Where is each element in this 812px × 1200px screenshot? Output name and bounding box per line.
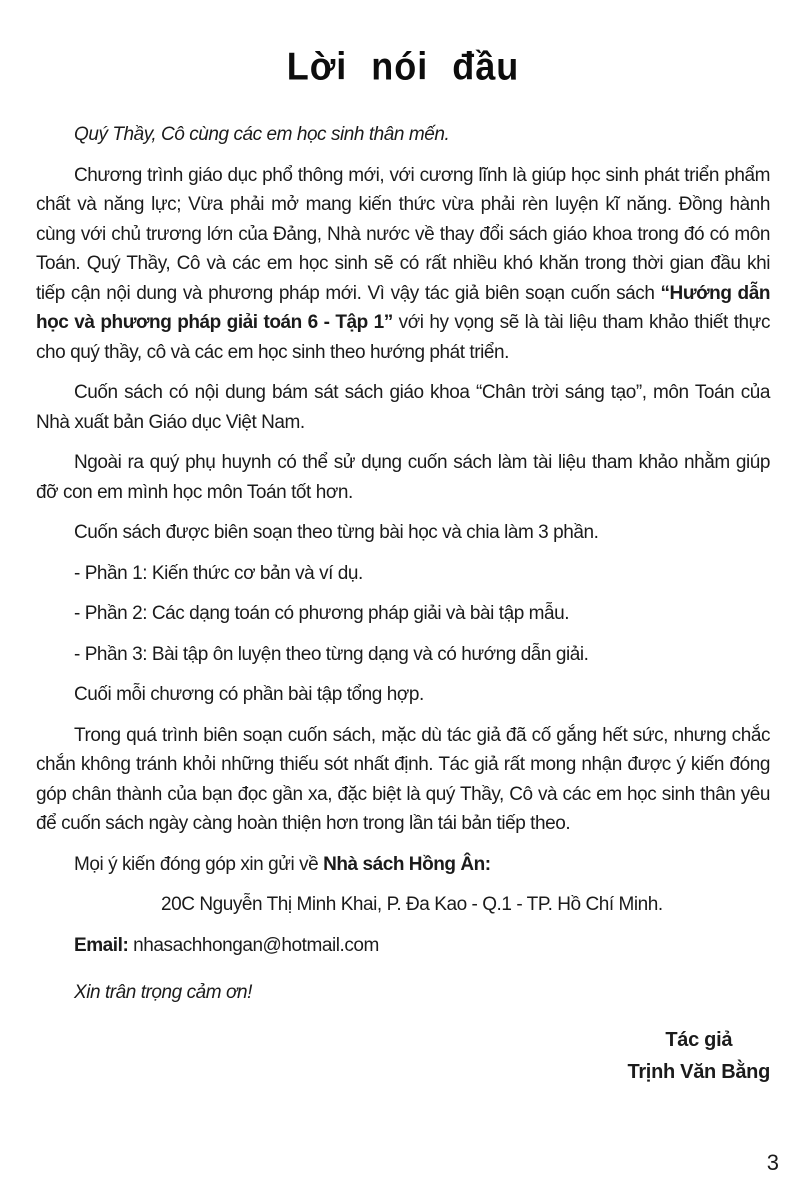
address-line: 20C Nguyễn Thị Minh Khai, P. Đa Kao - Q.1 - TP. Hồ Chí Minh.: [161, 894, 663, 915]
paragraph-structure: Cuốn sách được biên soạn theo từng bài học và chia làm 3 phần.: [74, 522, 599, 543]
page-title: Lời nói đầu: [286, 44, 520, 89]
paragraph-parents: Ngoài ra quý phụ huynh có thể sử dụng cuốn sách làm tài liệu tham khảo nhằm giúp đỡ con em mình học môn Toán tốt hơn.: [36, 452, 770, 503]
list-item-part-3: - Phần 3: Bài tập ôn luyện theo từng dạng và có hướng dẫn giải.: [74, 643, 589, 665]
page-number: 3: [766, 1150, 779, 1175]
paragraph-chapter-note: Cuối mỗi chương có phần bài tập tổng hợp.: [74, 684, 424, 705]
email-value: nhasachhongan@hotmail.com: [133, 934, 379, 956]
contact-line: [36, 850, 770, 880]
email-line: [36, 931, 770, 961]
salutation-line: Quý Thầy, Cô cùng các em học sinh thân mến.: [74, 124, 450, 145]
signature-block: [628, 1024, 770, 1088]
paragraph-intro: [36, 161, 770, 368]
paragraph-about-book: Cuốn sách có nội dung bám sát sách giáo khoa “Chân trời sáng tạo”, môn Toán của Nhà xuất bản Giáo dục Việt Nam.: [36, 382, 770, 433]
author-role: Tác giả: [665, 1028, 733, 1051]
thanks-line: Xin trân trọng cảm ơn!: [74, 982, 252, 1003]
list-item-part-2: - Phần 2: Các dạng toán có phương pháp giải và bài tập mẫu.: [74, 603, 570, 624]
email-label: Email:: [74, 934, 129, 956]
contact-text: Mọi ý kiến đóng góp xin gửi về: [74, 853, 324, 875]
list-item-part-1: - Phần 1: Kiến thức cơ bản và ví dụ.: [74, 562, 363, 584]
bookstore-name: Nhà sách Hồng Ân:: [323, 853, 491, 875]
book-title: “Hướng dẫn học và phương pháp giải toán 6 - Tập 1”: [36, 282, 770, 333]
intro-text-pre: Chương trình giáo dục phổ thông mới, với cương lĩnh là giúp học sinh phát triển phẩm chất và năng lực; Vừa phải mở mang kiến thức vừa phải rèn luyện kĩ năng. Đồng hành cùng với chủ trương lớn của Đảng, Nhà nước về thay đổi sách giáo khoa trong đó có môn Toán. Quý Thầy, Cô và các em học sinh sẽ có rất nhiều khó khăn trong thời gian đầu khi tiếp cận nội dung và phương pháp mới. Vì vậy tác giả biên soạn cuốn sách: [36, 164, 770, 304]
intro-text-post: với hy vọng sẽ là tài liệu tham khảo thiết thực cho quý thầy, cô và các em học sinh theo hướng phát triển.: [36, 312, 770, 363]
author-name: Trịnh Văn Bằng: [627, 1060, 770, 1083]
paragraph-closing: Trong quá trình biên soạn cuốn sách, mặc dù tác giả đã cố gắng hết sức, nhưng chắc chắn không tránh khỏi những thiếu sót nhất định. Tác giả rất mong nhận được ý kiến đóng góp chân thành của bạn đọc gần xa, đặc biệt là quý Thầy, Cô và các em học sinh thân yêu để cuốn sách ngày càng hoàn thiện hơn trong lần tái bản tiếp theo.: [36, 724, 770, 834]
